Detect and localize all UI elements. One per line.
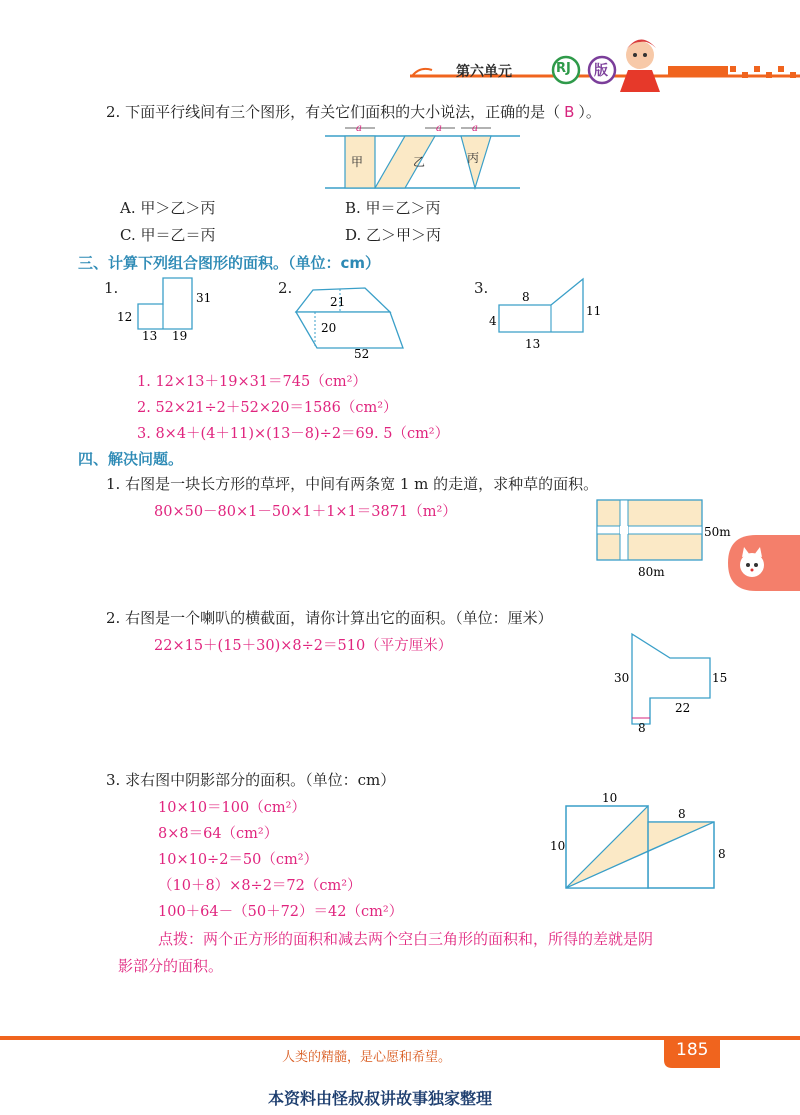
fig1-31: 31 xyxy=(196,291,212,305)
section4-title: 四、解决问题。 xyxy=(78,450,184,468)
unit-title: 第六单元 xyxy=(456,64,512,80)
q2-bing-label: 丙 xyxy=(467,151,480,165)
fig3-4: 4 xyxy=(489,314,497,328)
p1-80m: 80m xyxy=(638,565,665,579)
fig3-8: 8 xyxy=(522,290,530,304)
section3-title: 三、计算下列组合图形的面积。（单位：cm） xyxy=(78,254,381,272)
q2-jia-label: 甲 xyxy=(351,155,364,169)
p2-22: 22 xyxy=(675,701,691,715)
q2-figure-parallelogram-fix xyxy=(325,122,525,192)
fig3-composite xyxy=(485,277,600,352)
fig3-number: 3. xyxy=(474,279,489,297)
q2-option-a: A. 甲＞乙＞丙 xyxy=(120,199,216,217)
p3-line-4: （10＋8）×8÷2＝72（cm²） xyxy=(158,878,362,894)
fig3-11: 11 xyxy=(586,304,602,318)
p3-squares-figure xyxy=(548,790,728,895)
fig3-13: 13 xyxy=(525,337,541,351)
fig1-12: 12 xyxy=(117,310,133,324)
q2-yi-label: 乙 xyxy=(413,155,426,169)
rj-badge: RJ xyxy=(556,61,571,76)
fig2-20: 20 xyxy=(321,321,337,335)
p2-horn-figure xyxy=(610,632,728,737)
p3-left-10: 10 xyxy=(550,839,566,853)
p3-text: 3. 求右图中阴影部分的面积。（单位：cm） xyxy=(106,771,396,789)
p3-line-5: 100＋64－（50＋72）＝42（cm²） xyxy=(158,904,404,920)
p1-answer: 80×50－80×1－50×1＋1×1＝3871（m²） xyxy=(154,504,457,520)
page-number: 185 xyxy=(676,1040,709,1060)
p2-answer: 22×15＋(15＋30)×8÷2＝510（平方厘米） xyxy=(154,638,453,654)
p2-15: 15 xyxy=(712,671,728,685)
fig2-52: 52 xyxy=(354,347,370,361)
bottom-note: 本资料由怪叔叔讲故事独家整理 xyxy=(268,1089,493,1108)
q2-option-c: C. 甲＝乙＝丙 xyxy=(120,226,216,244)
p3-right-8: 8 xyxy=(718,847,726,861)
header-decoration xyxy=(0,0,800,100)
fig2-number: 2. xyxy=(278,279,293,297)
fig2-21: 21 xyxy=(330,295,346,309)
p3-top-10: 10 xyxy=(602,791,618,805)
fig1-19: 19 xyxy=(172,329,188,343)
p2-30: 30 xyxy=(614,671,630,685)
fig1-13: 13 xyxy=(142,329,158,343)
q2-option-b: B. 甲＝乙＞丙 xyxy=(345,199,441,217)
p1-50m: 50m xyxy=(704,525,731,539)
fig1-number: 1. xyxy=(104,279,119,297)
fig1-composite xyxy=(112,278,222,344)
q2-option-d: D. 乙＞甲＞丙 xyxy=(345,226,442,244)
section3-answer-1: 1. 12×13＋19×31＝745（cm²） xyxy=(137,374,367,390)
header-bar xyxy=(0,0,800,100)
section3-answer-2: 2. 52×21÷2＋52×20＝1586（cm²） xyxy=(137,400,398,416)
p3-line-1: 10×10＝100（cm²） xyxy=(158,800,306,816)
p3-line-3: 10×10÷2＝50（cm²） xyxy=(158,852,319,868)
section3-answer-3: 3. 8×4＋(4＋11)×(13－8)÷2＝69. 5（cm²） xyxy=(137,426,450,442)
mascot-icon xyxy=(620,39,660,92)
p2-8: 8 xyxy=(638,721,646,735)
p2-text: 2. 右图是一个喇叭的横截面，请你计算出它的面积。（单位：厘米） xyxy=(106,609,553,627)
p1-text: 1. 右图是一块长方形的草坪，中间有两条宽 1 m 的走道，求种草的面积。 xyxy=(106,475,599,493)
fig2-composite xyxy=(285,278,415,361)
q2-a-label-2: a xyxy=(436,123,442,134)
p3-tip-1: 点拨：两个正方形的面积和减去两个空白三角形的面积和，所得的差就是阴 xyxy=(158,930,654,948)
q2-stem: 2. 下面平行线间有三个图形，有关它们面积的大小说法，正确的是（ B ）。 xyxy=(106,103,601,121)
footer-motto: 人类的精髓，是心愿和希望。 xyxy=(282,1050,452,1065)
p1-lawn-figure xyxy=(592,496,732,581)
q2-a-label-3: a xyxy=(472,123,478,134)
ban-badge: 版 xyxy=(594,63,608,79)
p3-tip-2: 影部分的面积。 xyxy=(118,957,224,975)
p3-top-8: 8 xyxy=(678,807,686,821)
p3-line-2: 8×8＝64（cm²） xyxy=(158,826,279,842)
side-tab xyxy=(728,535,800,591)
q2-a-label-1: a xyxy=(356,123,362,134)
q2-answer: B xyxy=(564,103,575,121)
